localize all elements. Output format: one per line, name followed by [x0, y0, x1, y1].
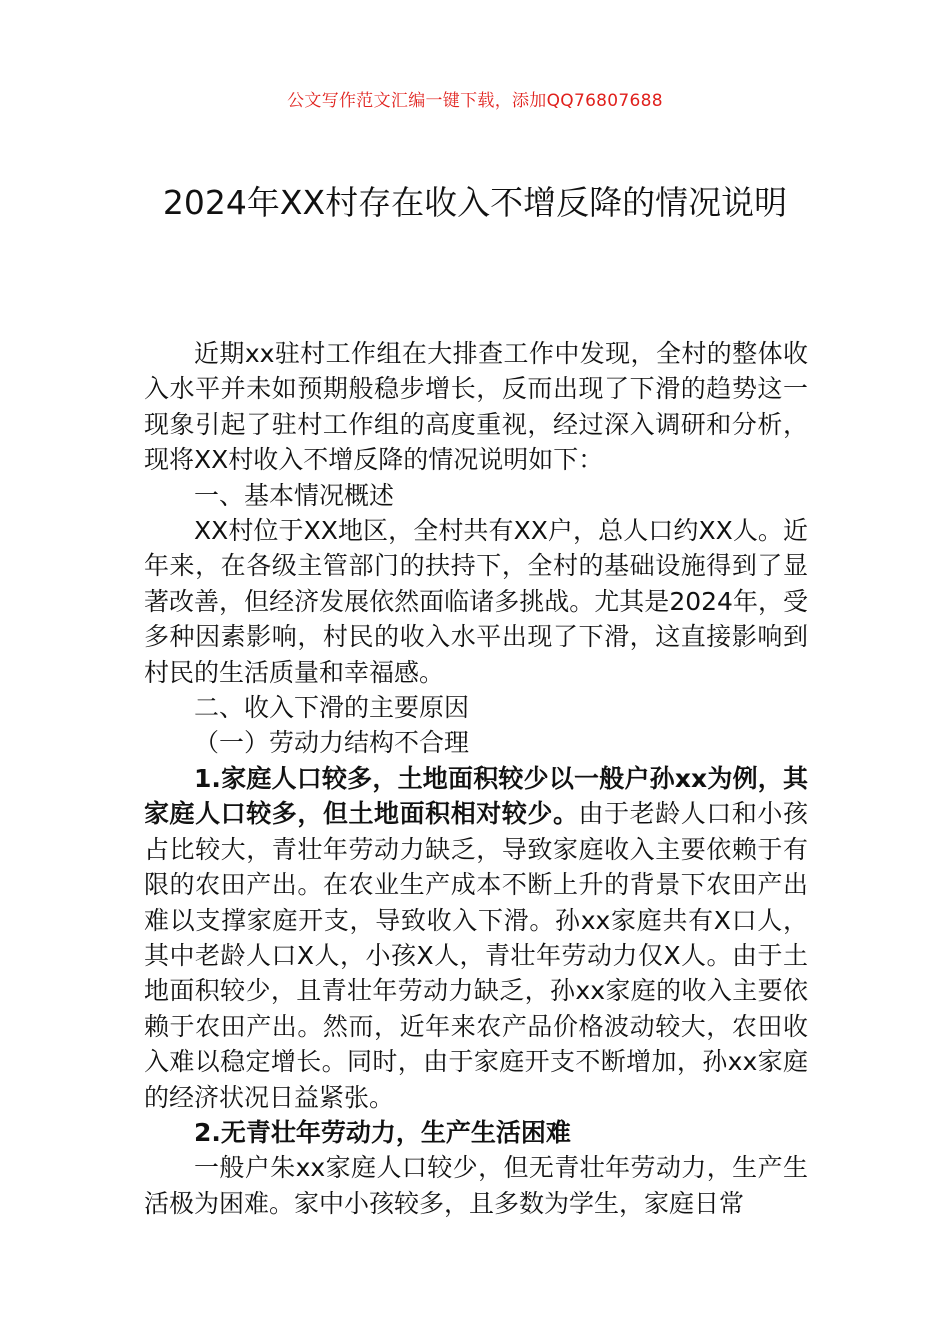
header-note: 公文写作范文汇编一键下载，添加QQ76807688 — [287, 91, 663, 111]
point-2-paragraph: 一般户朱xx家庭人口较少，但无青壮年劳动力，生产生活极为困难。家中小孩较多，且多数为学生，家庭日常 — [144, 1153, 808, 1218]
point-1-body: 由于老龄人口和小孩占比较大，青壮年劳动力缺乏，导致家庭收入主要依赖于有限的农田产出。在农业生产成本不断上升的背景下农田产出难以支撑家庭开支，导致收入下滑。孙xx家庭共有X口人，其中老龄人口X人，小孩X人，青壮年劳动力仅X人。由于土地面积较少，且青壮年劳动力缺乏，孙xx家庭的收入主要依赖于农田产出。然而，近年来农产品价格波动较大，农田收入难以稳定增长。同时，由于家庭开支不断增加，孙xx家庭的经济状况日益紧张。 — [144, 799, 808, 1112]
section-heading-2: 二、收入下滑的主要原因 — [194, 693, 470, 723]
point-1-bold-lead: 1.家庭人口较多，土地面积较少以一般户孙xx为例，其家庭人口较多，但土地面积相对较少。 — [144, 763, 808, 829]
section-heading-1: 一、基本情况概述 — [194, 480, 395, 510]
intro-paragraph: 近期xx驻村工作组在大排查工作中发现，全村的整体收入水平并未如预期般稳步增长，反而出现了下滑的趋势这一现象引起了驻村工作组的高度重视，经过深入调研和分析，现将XX村收入不增反降的情况说明如下： — [144, 339, 808, 475]
document-title: 2024年XX村存在收入不增反降的情况说明 — [162, 183, 788, 222]
point-1-paragraph — [144, 761, 808, 1115]
subsection-heading-1: （一）劳动力结构不合理 — [194, 728, 470, 758]
document-body — [144, 336, 808, 1221]
point-heading-2: 2.无青壮年劳动力，生产生活困难 — [194, 1117, 571, 1147]
section-1-paragraph: XX村位于XX地区，全村共有XX户，总人口约XX人。近年来，在各级主管部门的扶持下，全村的基础设施得到了显著改善，但经济发展依然面临诸多挑战。尤其是2024年，受多种因素影响，村民的收入水平出现了下滑，这直接影响到村民的生活质量和幸福感。 — [144, 516, 808, 687]
